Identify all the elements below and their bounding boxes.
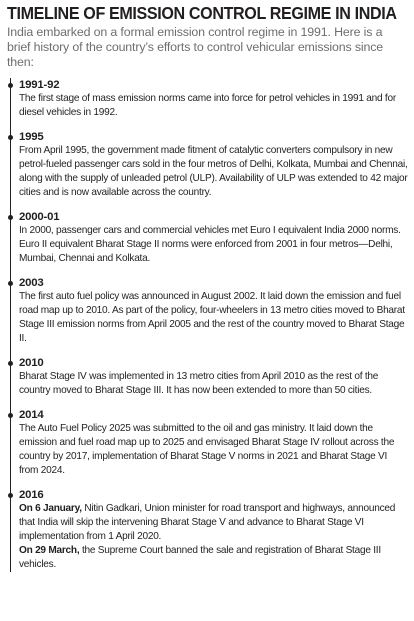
timeline-dot-icon [8,493,13,498]
entry-year: 2014 [19,409,44,421]
timeline-entry-2000-01 [7,210,408,266]
timeline-entry-2014 [7,408,408,478]
entry-detail: the Supreme Court banned the sale and registration of Bharat Stage III vehicles. [19,545,381,570]
timeline-dot-icon [8,135,13,140]
entry-lead-date: On 6 January, [19,503,82,514]
entry-text [19,502,408,544]
timeline-dot-icon [8,361,13,366]
entry-text: From April 1995, the government made fitment of catalytic converters compulsory in new petrol-fueled passenger cars sold in the four metros of Delhi, Kolkata, Mumbai and Chennai, along with the supply of unleaded petrol (ULP). Availability of ULP was extended to 42 major cities and is now available across the country. [19,145,408,198]
timeline-dot-icon [8,413,13,418]
timeline-entry-1991-92 [7,78,408,120]
timeline-dot-icon [8,83,13,88]
entry-lead-date: On 29 March, [19,545,80,556]
page-title: TIMELINE OF EMISSION CONTROL REGIME IN INDIA [7,3,397,23]
timeline-entry-2016 [7,488,408,572]
entry-year: 2003 [19,277,44,289]
timeline [7,78,408,572]
timeline-entry-2010 [7,356,408,398]
entry-year: 2010 [19,357,44,369]
entry-year: 2016 [19,489,44,501]
entry-year: 1991-92 [19,79,60,91]
entry-text: Bharat Stage IV was implemented in 13 metro cities from April 2010 as the rest of the country moved to Bharat Stage III. It has now been extended to more than 50 cities. [19,371,379,396]
intro-text: India embarked on a formal emission control regime in 1991. Here is a brief history of the country’s efforts to control vehicular emissions since then: [7,25,384,69]
entry-year: 1995 [19,131,44,143]
entry-year: 2000-01 [19,211,60,223]
timeline-entry-2003 [7,276,408,346]
timeline-dot-icon [8,215,13,220]
entry-detail: Nitin Gadkari, Union minister for road transport and highways, announced that India will skip the intervening Bharat Stage V and advance to Bharat Stage VI implementation from 1 April 2020. [19,503,396,542]
entry-text [19,544,408,572]
entry-text: The first stage of mass emission norms came into force for petrol vehicles in 1991 and for diesel vehicles in 1992. [19,93,396,118]
entry-text: The Auto Fuel Policy 2025 was submitted to the oil and gas ministry. It laid down the emission and fuel road map up to 2025 and envisaged Bharat Stage IV rollout across the country by 2017, implementation of Bharat Stage V norms in 2021 and Bharat Stage VI from 2024. [19,423,395,476]
timeline-entry-1995 [7,130,408,200]
timeline-dot-icon [8,281,13,286]
entry-text: The first auto fuel policy was announced in August 2002. It laid down the emission and fuel road map up to 2010. As part of the policy, four-wheelers in 13 metro cities moved to Bharat Stage III emission norms from April 2005 and the rest of the country moved to Bharat Stage II. [19,291,405,344]
entry-text: In 2000, passenger cars and commercial vehicles met Euro I equivalent India 2000 norms. Euro II equivalent Bharat Stage II norms were enforced from 2001 in four metros—Delhi, Mumbai, Chennai and Kolkata. [19,225,401,264]
